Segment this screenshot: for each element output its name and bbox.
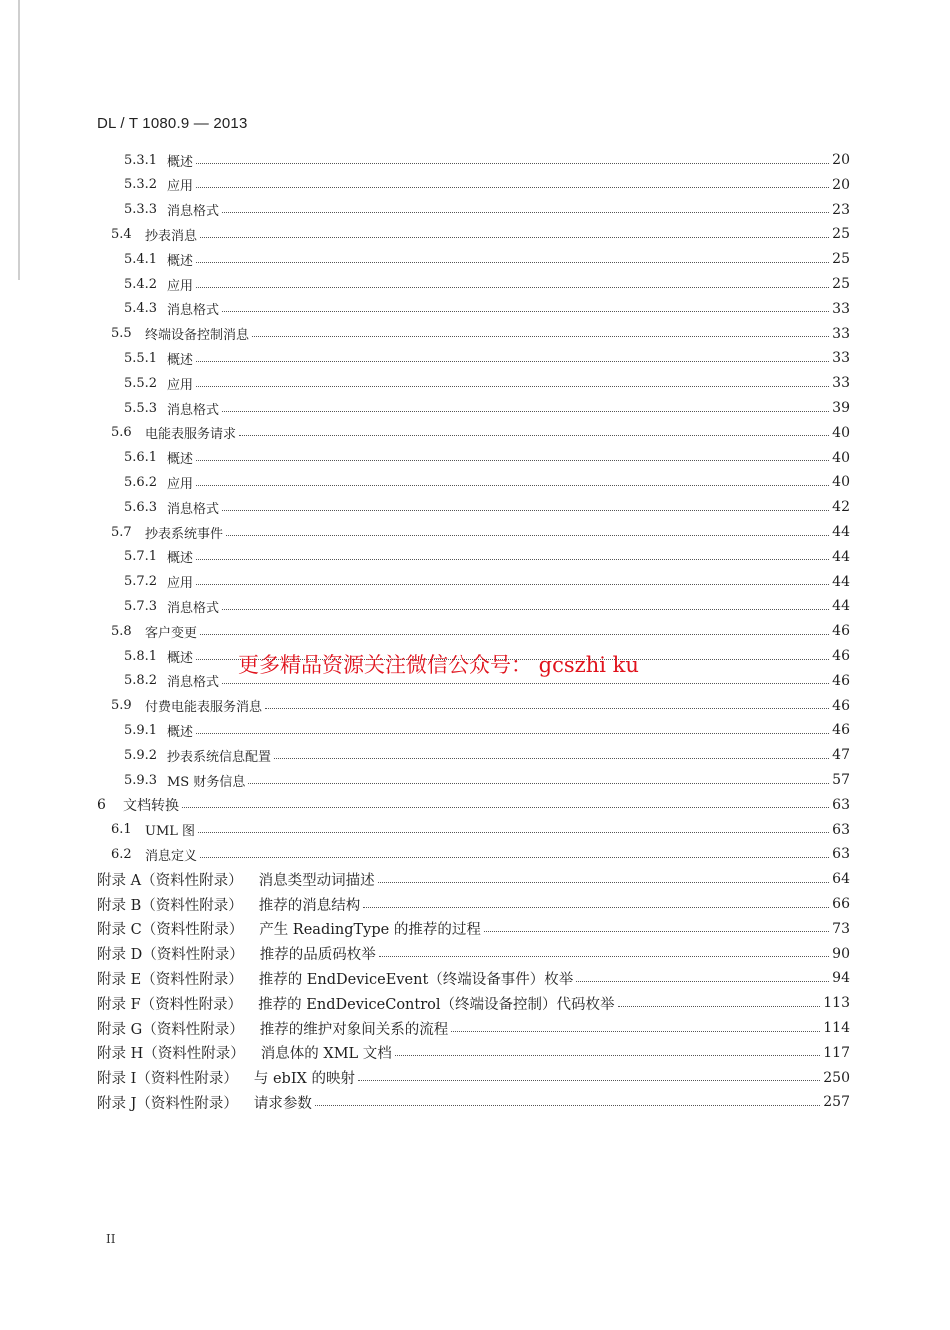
page-ref: 113 — [823, 995, 850, 1012]
section-number: 5.7.2 — [124, 574, 158, 590]
appendix-entry[interactable] — [97, 966, 850, 990]
section-number: 5.5.3 — [124, 400, 158, 416]
dot-leader — [576, 981, 829, 982]
page-ref: 44 — [832, 573, 850, 590]
dot-leader — [196, 262, 829, 263]
dot-leader — [265, 708, 829, 709]
appendix-label: 附录 E（资料性附录） — [97, 971, 243, 988]
section-number: 5.9.1 — [124, 722, 158, 738]
dot-leader — [200, 634, 829, 635]
page-ref: 40 — [832, 424, 850, 441]
entry-title: 请求参数 — [253, 1095, 312, 1112]
section-number: 5.9.2 — [124, 747, 158, 763]
dot-leader — [196, 287, 829, 288]
toc-entry[interactable] — [124, 346, 850, 370]
toc-entry[interactable] — [124, 297, 850, 321]
dot-leader — [222, 683, 829, 684]
appendix-label: 附录 J（资料性附录） — [97, 1095, 238, 1112]
entry-title: 电能表服务请求 — [145, 427, 237, 443]
toc-entry[interactable] — [124, 570, 850, 594]
entry-title: 推荐的 EndDeviceEvent（终端设备事件）枚举 — [258, 971, 574, 988]
toc-entry[interactable] — [124, 470, 850, 494]
page-ref: 46 — [832, 623, 850, 640]
toc-entry[interactable] — [124, 173, 850, 197]
dot-leader — [196, 386, 829, 387]
appendix-label: 附录 F（资料性附录） — [97, 996, 243, 1013]
dot-leader — [196, 485, 829, 486]
appendix-label: 附录 I（资料性附录） — [97, 1071, 238, 1088]
section-number: 5.9 — [111, 698, 132, 714]
dot-leader — [196, 733, 829, 734]
entry-title: 概述 — [167, 650, 194, 666]
dot-leader — [196, 460, 829, 461]
section-number: 5.8.1 — [124, 648, 158, 664]
section-number: 5.3.2 — [124, 177, 158, 193]
page-ref: 47 — [832, 747, 850, 764]
page-ref: 117 — [823, 1044, 850, 1061]
toc-entry[interactable] — [124, 594, 850, 618]
dot-leader — [274, 758, 829, 759]
section-number: 5.4.2 — [124, 276, 158, 292]
dot-leader — [239, 435, 829, 436]
page-ref: 44 — [832, 548, 850, 565]
entry-title: 应用 — [167, 278, 194, 294]
page-ref: 25 — [832, 226, 850, 243]
dot-leader — [451, 1031, 820, 1032]
dot-leader — [182, 807, 829, 808]
entry-title: UML 图 — [145, 824, 196, 840]
entry-title: MS 财务信息 — [167, 774, 246, 790]
appendix-entry[interactable] — [97, 1041, 850, 1065]
appendix-entry[interactable] — [97, 917, 850, 941]
section-number: 5.5.1 — [124, 350, 158, 366]
entry-title: 客户变更 — [145, 625, 198, 641]
watermark-text: 更多精品资源关注微信公众号： gcszhi ku — [238, 653, 639, 677]
entry-title: 概述 — [167, 724, 194, 740]
dot-leader — [196, 584, 829, 585]
toc-entry[interactable] — [124, 198, 850, 222]
appendix-entry[interactable] — [97, 1090, 850, 1114]
entry-title: 抄表系统信息配置 — [167, 749, 272, 765]
dot-leader — [378, 882, 829, 883]
entry-title: 文档转换 — [123, 797, 179, 814]
dot-leader — [395, 1055, 820, 1056]
toc-entry[interactable] — [111, 818, 850, 842]
section-number: 5.6 — [111, 425, 132, 441]
appendix-label: 附录 G（资料性附录） — [97, 1021, 244, 1038]
dot-leader — [222, 311, 829, 312]
dot-leader — [222, 609, 829, 610]
entry-title: 应用 — [167, 576, 194, 592]
section-number: 5.4.1 — [124, 251, 158, 267]
appendix-entry[interactable] — [97, 1066, 850, 1090]
page-ref: 44 — [832, 524, 850, 540]
entry-title: 消息类型动词描述 — [258, 872, 375, 889]
page-ref: 114 — [823, 1020, 850, 1036]
entry-title: 消息格式 — [167, 204, 220, 220]
toc-entry[interactable] — [111, 520, 850, 544]
appendix-label: 附录 D（资料性附录） — [97, 947, 244, 964]
toc-entry[interactable] — [124, 768, 850, 792]
entry-title: 终端设备控制消息 — [145, 328, 250, 344]
toc-entry[interactable] — [97, 793, 850, 817]
appendix-label: 附录 A（资料性附录） — [97, 872, 243, 889]
dot-leader — [222, 510, 829, 511]
page-ref: 57 — [832, 772, 850, 788]
toc-entry[interactable] — [124, 396, 850, 420]
section-number: 5.6.2 — [124, 474, 158, 490]
entry-title: 产生 ReadingType 的推荐的过程 — [259, 922, 481, 939]
page-ref: 73 — [832, 920, 850, 937]
appendix-entry[interactable] — [97, 942, 850, 966]
section-number: 5.7 — [111, 524, 132, 540]
page-ref: 250 — [823, 1069, 850, 1086]
entry-title: 消息定义 — [145, 848, 198, 864]
page-ref: 90 — [832, 945, 850, 962]
dot-leader — [226, 535, 829, 536]
entry-title: 应用 — [167, 377, 194, 393]
section-number: 5.4 — [111, 226, 132, 242]
dot-leader — [222, 212, 829, 213]
page-ref: 42 — [832, 499, 850, 516]
section-number: 5.8 — [111, 623, 132, 639]
page-ref: 46 — [832, 722, 850, 739]
entry-title: 概述 — [167, 452, 194, 468]
dot-leader — [198, 832, 829, 833]
section-number: 5.6.3 — [124, 499, 158, 515]
section-number: 5.3.3 — [124, 202, 158, 218]
entry-title: 应用 — [167, 476, 194, 492]
entry-title: 推荐的消息结构 — [258, 897, 361, 914]
dot-leader — [379, 956, 829, 957]
page-ref: 25 — [832, 276, 850, 292]
toc-entry[interactable] — [124, 148, 850, 172]
appendix-label: 附录 B（资料性附录） — [97, 897, 243, 914]
dot-leader — [222, 411, 829, 412]
dot-leader — [363, 907, 829, 908]
toc-entry[interactable] — [124, 495, 850, 519]
section-number: 5.8.2 — [124, 673, 158, 689]
page-ref: 39 — [832, 400, 850, 416]
page-number: II — [106, 1232, 116, 1246]
page-ref: 33 — [832, 350, 850, 367]
dot-leader — [196, 163, 829, 164]
section-number: 5.5 — [111, 326, 132, 342]
section-number: 6.2 — [111, 846, 132, 862]
dot-leader — [358, 1080, 820, 1081]
page-ref: 63 — [832, 796, 850, 813]
appendix-entry[interactable] — [97, 892, 850, 916]
entry-title: 推荐的 EndDeviceControl（终端设备控制）代码枚举 — [258, 996, 615, 1013]
entry-title: 消息格式 — [167, 675, 220, 691]
dot-leader — [248, 783, 829, 784]
entry-title: 应用 — [167, 179, 194, 195]
section-number: 5.5.2 — [124, 375, 158, 391]
dot-leader — [196, 187, 829, 188]
entry-title: 推荐的维护对象间关系的流程 — [259, 1021, 449, 1038]
appendix-label: 附录 C（资料性附录） — [97, 922, 244, 939]
entry-title: 付费电能表服务消息 — [145, 700, 263, 716]
standard-header: DL / T 1080.9 — 2013 — [97, 115, 248, 132]
toc-entry[interactable] — [124, 272, 850, 296]
dot-leader — [200, 857, 829, 858]
page-ref: 63 — [832, 846, 850, 863]
page-ref: 25 — [832, 251, 850, 268]
appendix-entry[interactable] — [97, 991, 850, 1015]
appendix-entry[interactable] — [97, 867, 850, 891]
dot-leader — [200, 237, 829, 238]
page-ref: 46 — [832, 672, 850, 689]
section-number: 5.4.3 — [124, 301, 158, 317]
toc-entry[interactable] — [111, 421, 850, 445]
entry-title: 概述 — [167, 551, 194, 567]
entry-title: 消息格式 — [167, 402, 220, 418]
page-ref: 20 — [832, 176, 850, 193]
entry-title: 消息格式 — [167, 303, 220, 319]
dot-leader — [484, 931, 829, 932]
section-number: 6 — [97, 796, 106, 813]
toc-entry[interactable] — [111, 694, 850, 718]
section-number: 6.1 — [111, 822, 132, 838]
section-number: 5.3.1 — [124, 152, 158, 168]
entry-title: 消息格式 — [167, 600, 220, 616]
page-ref: 33 — [832, 375, 850, 392]
page-ref: 23 — [832, 201, 850, 218]
toc-entry[interactable] — [124, 446, 850, 470]
dot-leader — [315, 1105, 820, 1106]
page-edge-rule — [18, 0, 20, 280]
toc-entry[interactable] — [111, 222, 850, 246]
dot-leader — [196, 559, 829, 560]
dot-leader — [196, 361, 829, 362]
page-ref: 94 — [832, 970, 850, 987]
dot-leader — [252, 336, 829, 337]
entry-title: 与 ebIX 的映射 — [253, 1071, 355, 1088]
toc-entry[interactable] — [111, 842, 850, 866]
toc-entry[interactable] — [124, 371, 850, 395]
page-ref: 46 — [832, 697, 850, 714]
toc-entry[interactable] — [124, 247, 850, 271]
dot-leader — [618, 1006, 821, 1007]
page-ref: 63 — [832, 821, 850, 838]
page-ref: 64 — [832, 871, 850, 888]
entry-title: 概述 — [167, 352, 194, 368]
entry-title: 消息体的 XML 文档 — [260, 1046, 392, 1063]
toc-entry[interactable] — [124, 545, 850, 569]
toc-entry[interactable] — [124, 743, 850, 767]
section-number: 5.6.1 — [124, 450, 158, 466]
page-ref: 66 — [832, 896, 850, 912]
page-ref: 33 — [832, 300, 850, 317]
section-number: 5.9.3 — [124, 772, 158, 788]
appendix-label: 附录 H（资料性附录） — [97, 1046, 245, 1063]
entry-title: 抄表系统事件 — [145, 526, 224, 542]
toc-entry[interactable] — [111, 619, 850, 643]
section-number: 5.7.3 — [124, 598, 158, 614]
page-ref: 44 — [832, 598, 850, 615]
page-ref: 46 — [832, 648, 850, 664]
page-ref: 33 — [832, 325, 850, 342]
section-number: 5.7.1 — [124, 549, 158, 565]
appendix-entry[interactable] — [97, 1016, 850, 1040]
page-ref: 257 — [823, 1094, 850, 1111]
toc-entry[interactable] — [124, 718, 850, 742]
page-ref: 20 — [832, 152, 850, 168]
entry-title: 概述 — [167, 154, 194, 170]
entry-title: 消息格式 — [167, 501, 220, 517]
toc-entry[interactable] — [111, 322, 850, 346]
page-ref: 40 — [832, 449, 850, 466]
entry-title: 抄表消息 — [145, 228, 198, 244]
page-ref: 40 — [832, 474, 850, 491]
entry-title: 概述 — [167, 253, 194, 269]
entry-title: 推荐的品质码枚举 — [259, 947, 376, 964]
